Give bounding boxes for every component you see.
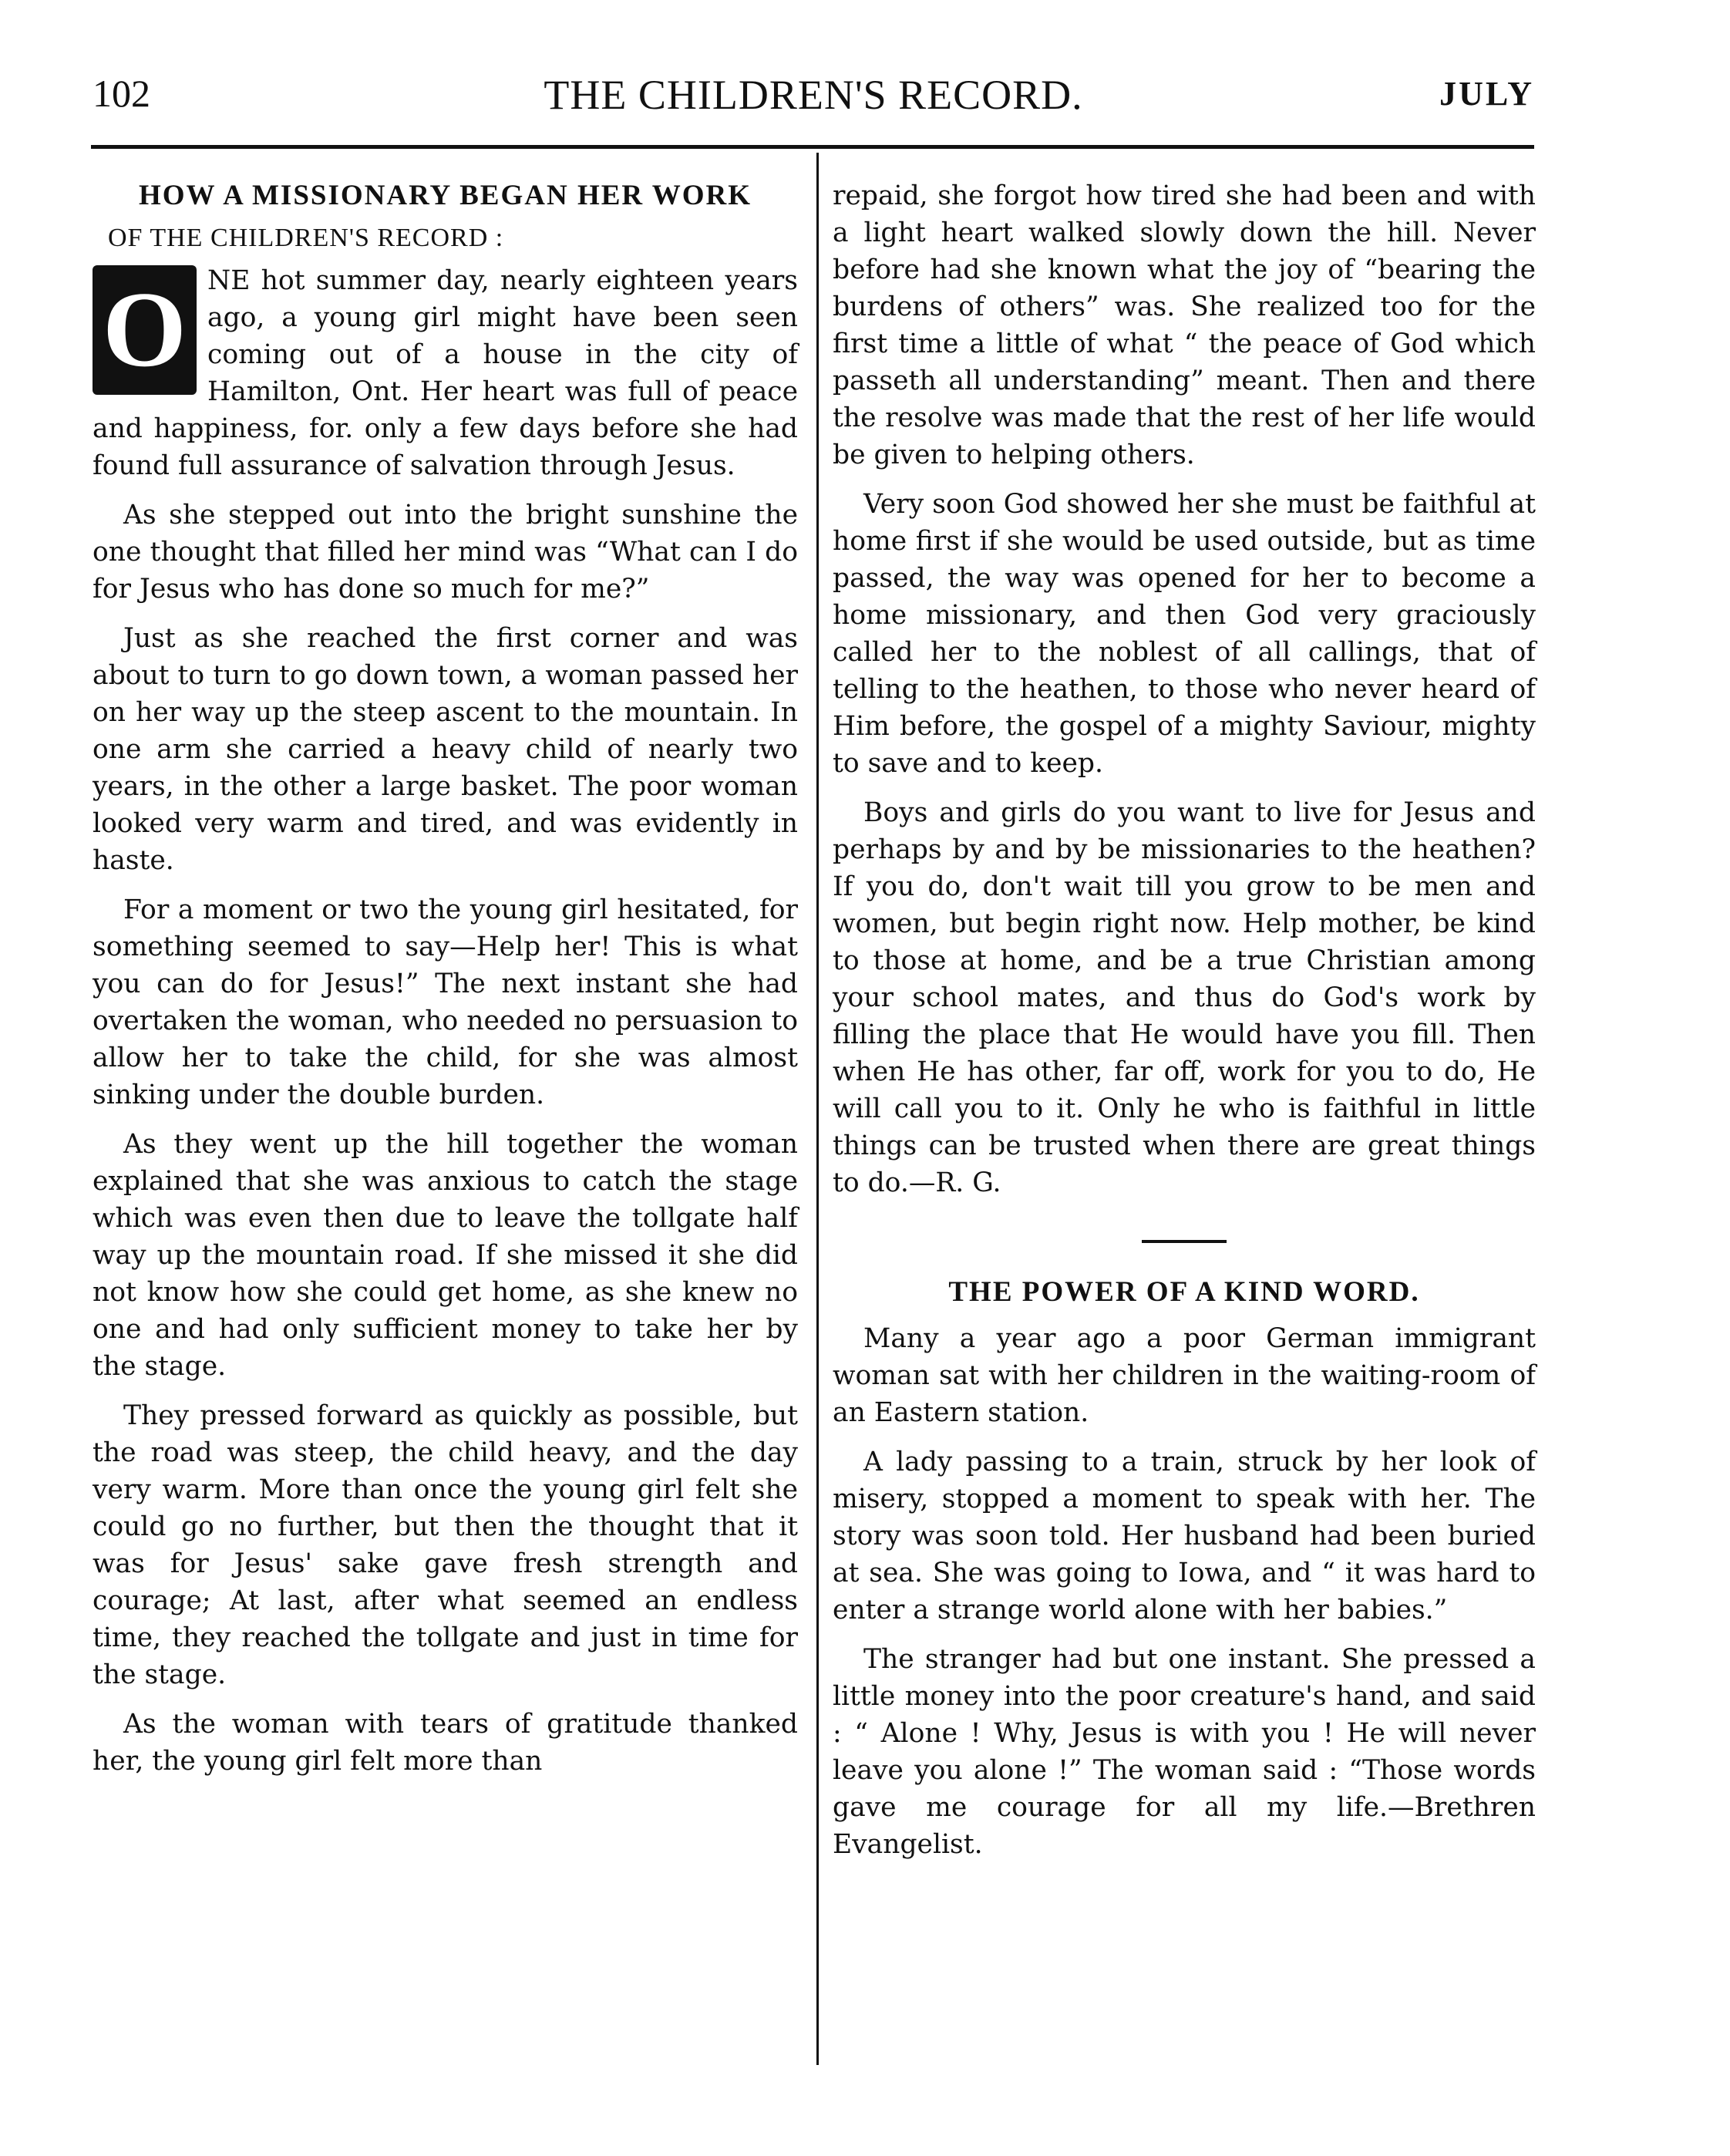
- article-addressee: OF THE CHILDREN'S RECORD :: [108, 224, 504, 252]
- article-paragraph: Many a year ago a poor German immigrant woman sat with her children in the waiting-room of an Eastern station.: [833, 1323, 1536, 1428]
- publication-title: THE CHILDREN'S RECORD.: [544, 72, 1083, 118]
- article-paragraph: Very soon God showed her she must be faithful at home first if she would be used outside, but as time passed, the way was opened for her to become a home missionary, and then God very graciously called her to the noblest of all callings, that of telling to the heathen, to those who never heard of Him before, the gospel of a mighty Saviour, mighty to save and to keep.: [833, 489, 1536, 779]
- article-paragraph: A lady passing to a train, struck by her look of misery, stopped a moment to speak with her. The story was soon told. Her husband had been buried at sea. She was going to Iowa, and “ it was hard to enter a strange world alone with her babies.”: [833, 1447, 1536, 1625]
- article-paragraph: [93, 262, 798, 484]
- article-paragraph: They pressed forward as quickly as possible, but the road was steep, the child heavy, and the day very warm. More than once the young girl felt she could go no further, but then the thought that it was for Jesus' sake gave fresh strength and courage; At last, after what seemed an endless time, they reached the tollgate and just in time for the stage.: [93, 1400, 798, 1690]
- article-paragraph: As the woman with tears of gratitude thanked her, the young girl felt more than: [93, 1709, 798, 1777]
- issue-month: JULY: [1439, 75, 1534, 113]
- article-paragraph: For a moment or two the young girl hesitated, for something seemed to say—Help her! This is what you can do for Jesus!” The next instant she had overtaken the woman, who needed no persuasion to allow her to take the child, for she was almost sinking under the double burden.: [93, 894, 798, 1110]
- right-column: [833, 177, 1536, 1875]
- article-title: THE POWER OF A KIND WORD.: [948, 1276, 1420, 1308]
- article-paragraph: As they went up the hill together the woman explained that she was anxious to catch the stage which was even then due to leave the tollgate half way up the mountain road. If she missed it she did not know how she could get home, as she knew no one and had only sufficient money to take her by the stage.: [93, 1129, 798, 1382]
- article-paragraph: As she stepped out into the bright sunshine the one thought that filled her mind was “What can I do for Jesus who has done so much for me?”: [93, 500, 798, 605]
- page-number: 102: [93, 72, 150, 115]
- paragraph-text: NE hot summer day, nearly eighteen years ago, a young girl might have been seen coming out of a house in the city of Hamilton, Ont. Her heart was full of peace and happiness, for. only a few days before she had found full assurance of salvation through Jesus.: [93, 265, 798, 481]
- article-title: HOW A MISSIONARY BEGAN HER WORK: [138, 180, 752, 211]
- article-paragraph: The stranger had but one instant. She pressed a little money into the poor creature's hand, and said : “ Alone ! Why, Jesus is with you ! He will never leave you alone !” The woman said : “Those words gave me courage for all my life.—Brethren Evangelist.: [833, 1644, 1536, 1860]
- page-header: [93, 71, 1534, 125]
- article-paragraph: Boys and girls do you want to live for Jesus and perhaps by and by be missionaries to the heathen? If you do, don't wait till you grow to be men and women, but begin right now. Help mother, be kind to those at home, and be a true Christian among your school mates, and thus do God's work by filling the place that He would have you fill. Then when He has other, far off, work for you to do, He will call you to it. Only he who is faithful in little things can be trusted when there are great things to do.—R. G.: [833, 797, 1536, 1198]
- column-divider: [816, 153, 819, 2065]
- drop-cap: O: [93, 265, 197, 395]
- section-separator: [1142, 1240, 1227, 1243]
- header-rule: [91, 145, 1534, 149]
- article-paragraph: Just as she reached the first corner and was about to turn to go down town, a woman passed her on her way up the steep ascent to the mountain. In one arm she carried a heavy child of nearly two years, in the other a large basket. The poor woman looked very warm and tired, and was evidently in haste.: [93, 623, 798, 876]
- left-column: [93, 177, 798, 1792]
- article-paragraph: repaid, she forgot how tired she had been and with a light heart walked slowly down the hill. Never before had she known what the joy of “bearing the burdens of others” was. She realized too for the first time a little of what “ the peace of God which passeth all understanding” meant. Then and there the resolve was made that the rest of her life would be given to helping others.: [833, 180, 1536, 470]
